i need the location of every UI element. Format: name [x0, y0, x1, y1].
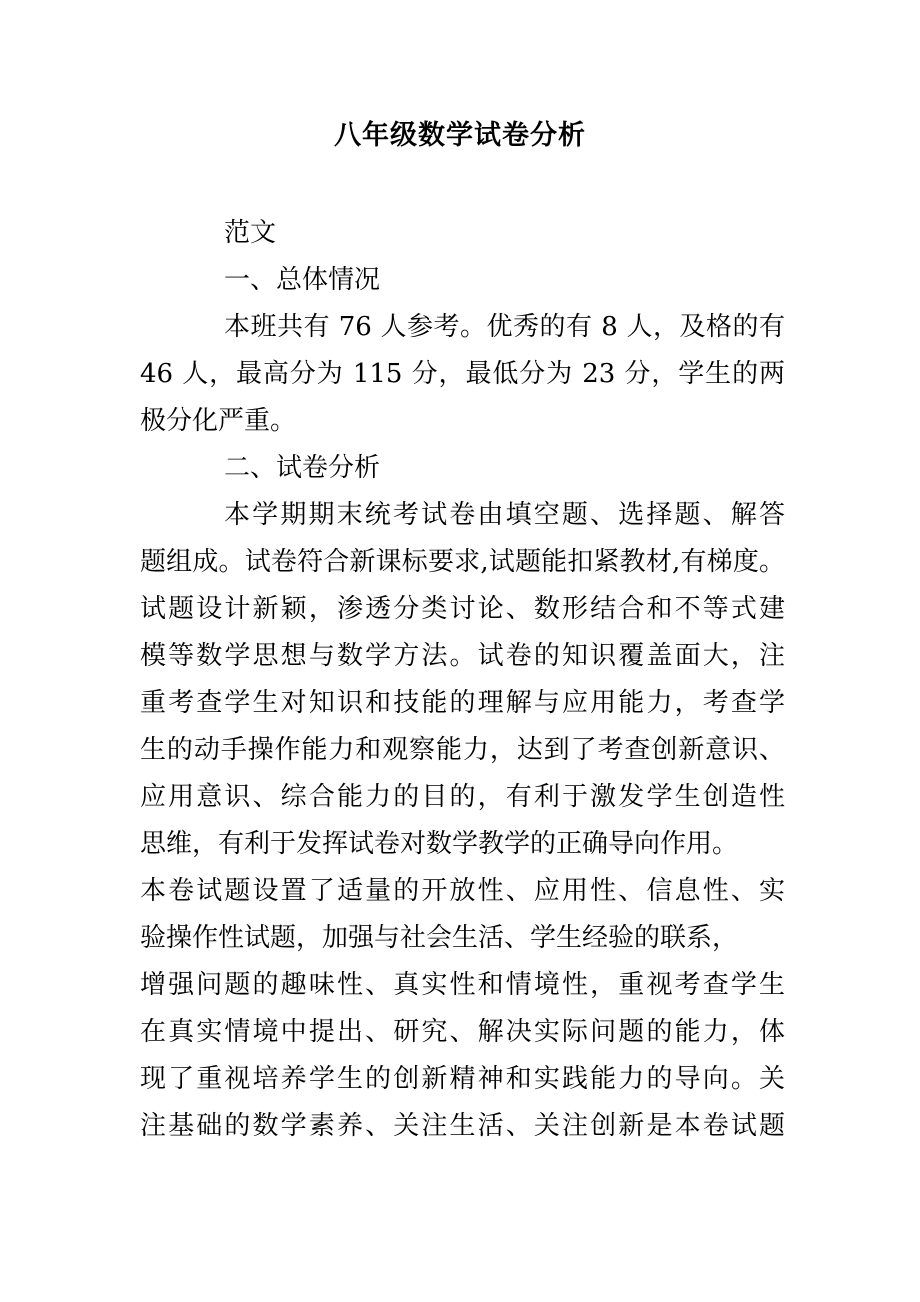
overview-line: 极分化严重。: [140, 406, 297, 436]
analysis-line: 生的动手操作能力和观察能力，达到了考查创新意识、: [140, 735, 785, 765]
analysis-line: 验操作性试题，加强与社会生活、学生经验的联系，: [140, 923, 739, 953]
section-heading-analysis: 二、试卷分析: [224, 453, 381, 483]
analysis-line: 重考查学生对知识和技能的理解与应用能力，考查学: [140, 688, 785, 718]
document-title: 八年级数学试卷分析: [334, 120, 586, 151]
analysis-line: 增强问题的趣味性、真实性和情境性，重视考查学生: [140, 970, 785, 1000]
document-body: [140, 210, 785, 1150]
overview-line: 46 人，最高分为 115 分，最低分为 23 分，学生的两: [140, 359, 785, 389]
analysis-line: 思维，有利于发挥试卷对数学教学的正确导向作用。: [140, 829, 739, 859]
analysis-line: 现了重视培养学生的创新精神和实践能力的导向。关: [140, 1064, 785, 1094]
analysis-line: 本学期期末统考试卷由填空题、选择题、解答: [224, 500, 785, 530]
analysis-line: 注基础的数学素养、关注生活、关注创新是本卷试题: [140, 1111, 785, 1141]
analysis-line: 题组成。试卷符合新课标要求,试题能扣紧教材,有梯度。: [140, 547, 785, 577]
analysis-line: 模等数学思想与数学方法。试卷的知识覆盖面大，注: [140, 641, 785, 671]
document-label: 范文: [224, 218, 277, 248]
analysis-line: 应用意识、综合能力的目的，有利于激发学生创造性: [140, 782, 785, 812]
section-heading-overview: 一、总体情况: [224, 265, 381, 295]
analysis-line: 试题设计新颖，渗透分类讨论、数形结合和不等式建: [140, 594, 785, 624]
overview-line: 本班共有 76 人参考。优秀的有 8 人，及格的有: [224, 312, 785, 342]
analysis-line: 在真实情境中提出、研究、解决实际问题的能力，体: [140, 1017, 785, 1047]
analysis-line: 本卷试题设置了适量的开放性、应用性、信息性、实: [140, 876, 785, 906]
